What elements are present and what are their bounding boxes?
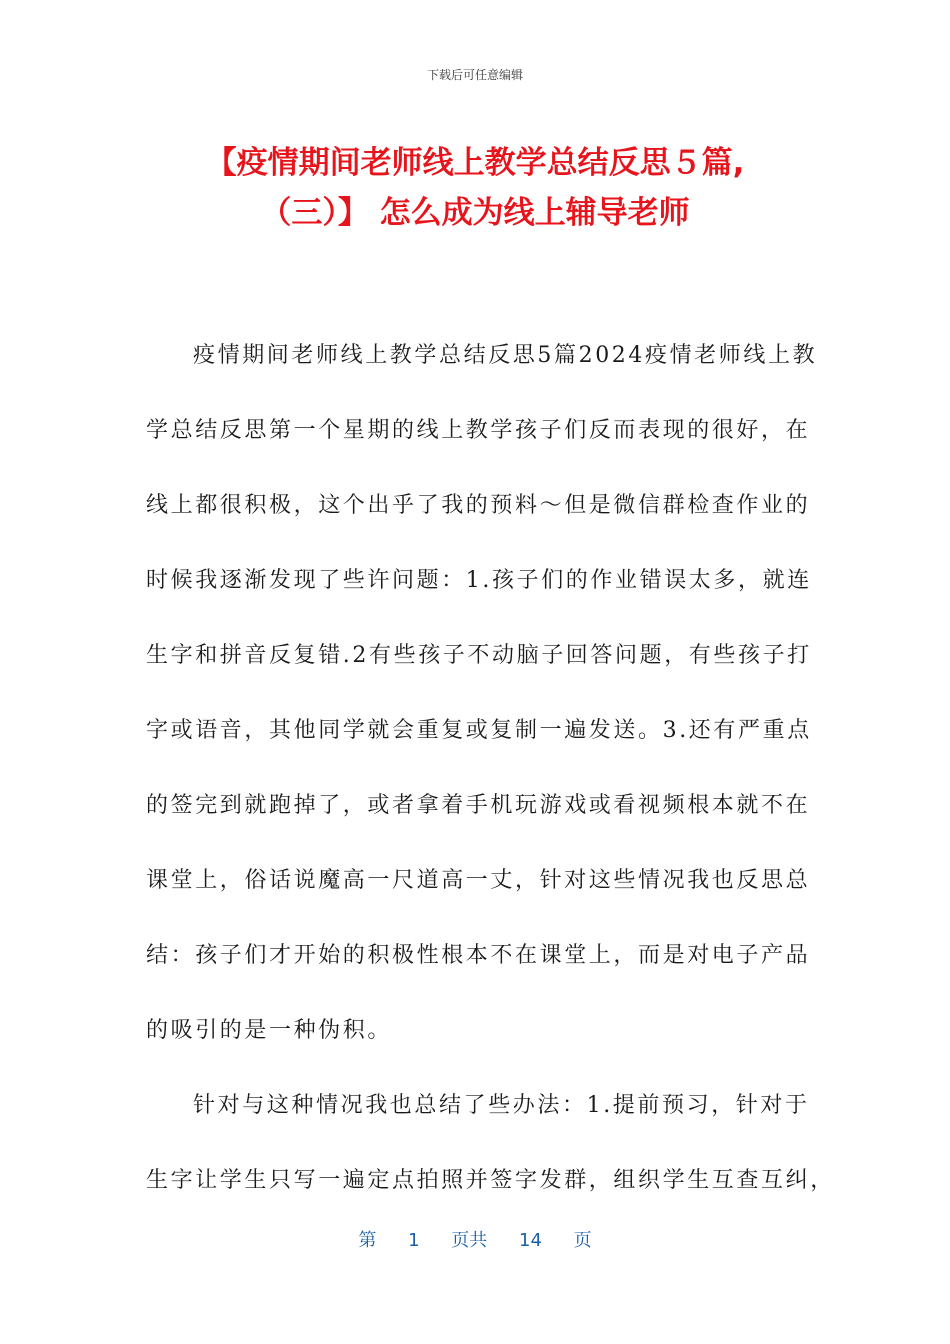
header-note: 下载后可任意编辑 (426, 68, 523, 82)
text-line: 生字和拼音反复错.2有些孩子不动脑子回答问题，有些孩子打 (146, 643, 812, 668)
footer-prefix: 第 (358, 1230, 377, 1251)
text-line: 时候我逐渐发现了些许问题：1.孩子们的作业错误太多，就连 (146, 568, 812, 593)
title-line-1: 【疫情期间老师线上教学总结反思５篇, (205, 145, 745, 181)
text-line: 字或语音，其他同学就会重复或复制一遍发送。3.还有严重点 (146, 718, 812, 743)
text-line: 课堂上，俗话说魔高一尺道高一丈，针对这些情况我也反思总 (146, 868, 811, 893)
text-line: 线上都很积极，这个出乎了我的预料～但是微信群检查作业的 (146, 493, 811, 518)
text-line: 针对与这种情况我也总结了些办法：1.提前预习，针对于 (193, 1093, 810, 1118)
text-line: 的签完到就跑掉了，或者拿着手机玩游戏或看视频根本就不在 (146, 793, 811, 818)
footer-suffix: 页 (573, 1230, 592, 1251)
title-line-2: （三）】 怎么成为线上辅导老师 (260, 195, 690, 231)
footer-middle: 页共 (451, 1230, 488, 1251)
text-line: 的吸引的是一种伪积。 (146, 1018, 393, 1043)
total-pages-number: 14 (519, 1230, 542, 1251)
text-line: 学总结反思第一个星期的线上教学孩子们反而表现的很好，在 (146, 418, 811, 443)
text-line: 生字让学生只写一遍定点拍照并签字发群，组织学生互查互纠， (146, 1168, 835, 1193)
body-text (146, 318, 835, 1218)
text-line: 结：孩子们才开始的积极性根本不在课堂上，而是对电子产品 (146, 943, 811, 968)
paragraph-1 (146, 318, 818, 1068)
paragraph-2 (146, 1068, 835, 1218)
current-page-number: 1 (408, 1230, 420, 1251)
document-title (120, 138, 830, 238)
page-footer (0, 1226, 950, 1252)
text-line: 疫情期间老师线上教学总结反思5篇2024疫情老师线上教 (193, 343, 818, 368)
